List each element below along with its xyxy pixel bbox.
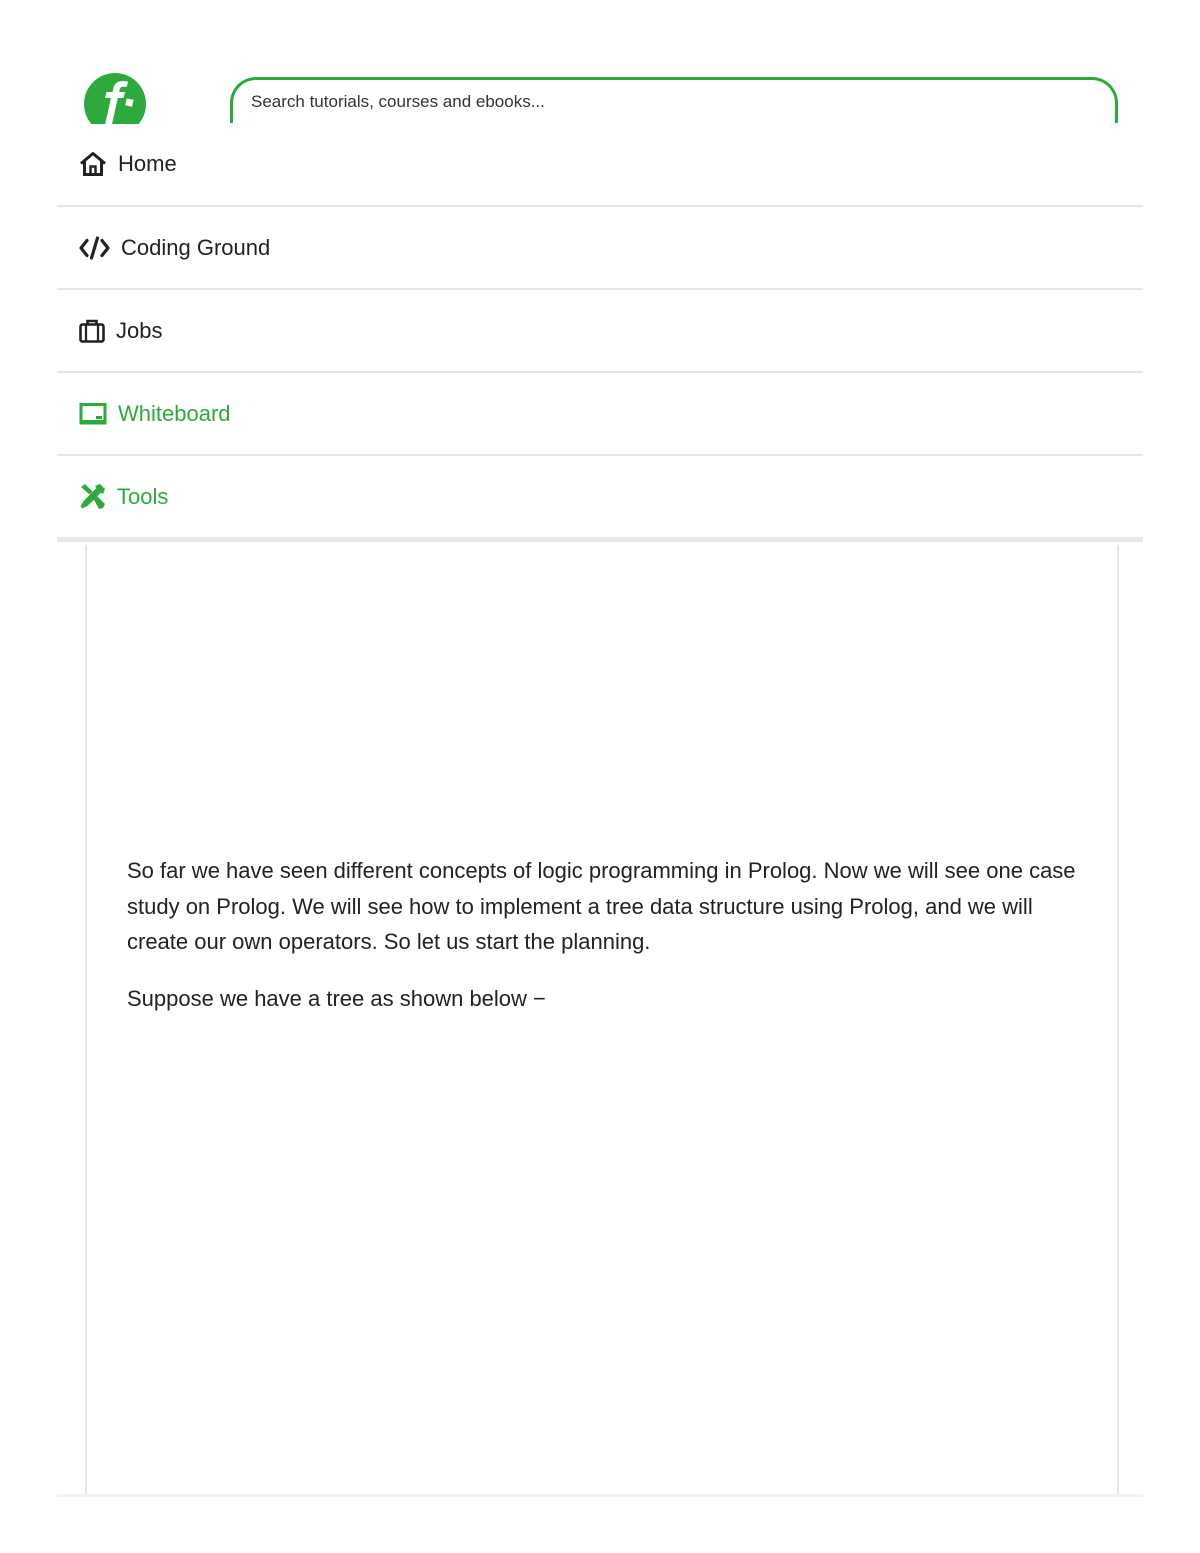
nav-label-home: Home: [118, 150, 177, 176]
tools-icon: [79, 484, 108, 510]
article-paragraph: So far we have seen different concepts of logic programming in Prolog. Now we will see one case study on Prolog. We will see how to implement a tree data structure using Prolog, and we will create our own operators. So let us start the planning.: [127, 858, 1076, 954]
nav-label-jobs: Jobs: [116, 317, 163, 343]
site-logo[interactable]: [83, 72, 147, 124]
article-body: [127, 853, 1087, 1037]
logo-icon: [83, 72, 147, 124]
home-icon: [79, 151, 109, 177]
nav-label-tools: Tools: [117, 483, 169, 509]
search-bar[interactable]: [230, 77, 1118, 123]
nav-label-whiteboard: Whiteboard: [118, 400, 231, 426]
nav-label-coding-ground: Coding Ground: [121, 234, 271, 260]
nav-item-tools[interactable]: [57, 456, 1143, 542]
nav-item-jobs[interactable]: [57, 290, 1143, 373]
briefcase-icon: [79, 318, 107, 344]
article-paragraph: Suppose we have a tree as shown below −: [127, 985, 546, 1011]
main-nav: [57, 122, 1143, 542]
whiteboard-icon: [79, 401, 109, 427]
content-bottom-divider: [57, 1494, 1143, 1497]
search-input[interactable]: [251, 89, 1091, 115]
nav-item-coding-ground[interactable]: [57, 207, 1143, 290]
nav-item-home[interactable]: [57, 122, 1143, 207]
nav-item-whiteboard[interactable]: [57, 373, 1143, 456]
code-icon: [79, 235, 112, 261]
